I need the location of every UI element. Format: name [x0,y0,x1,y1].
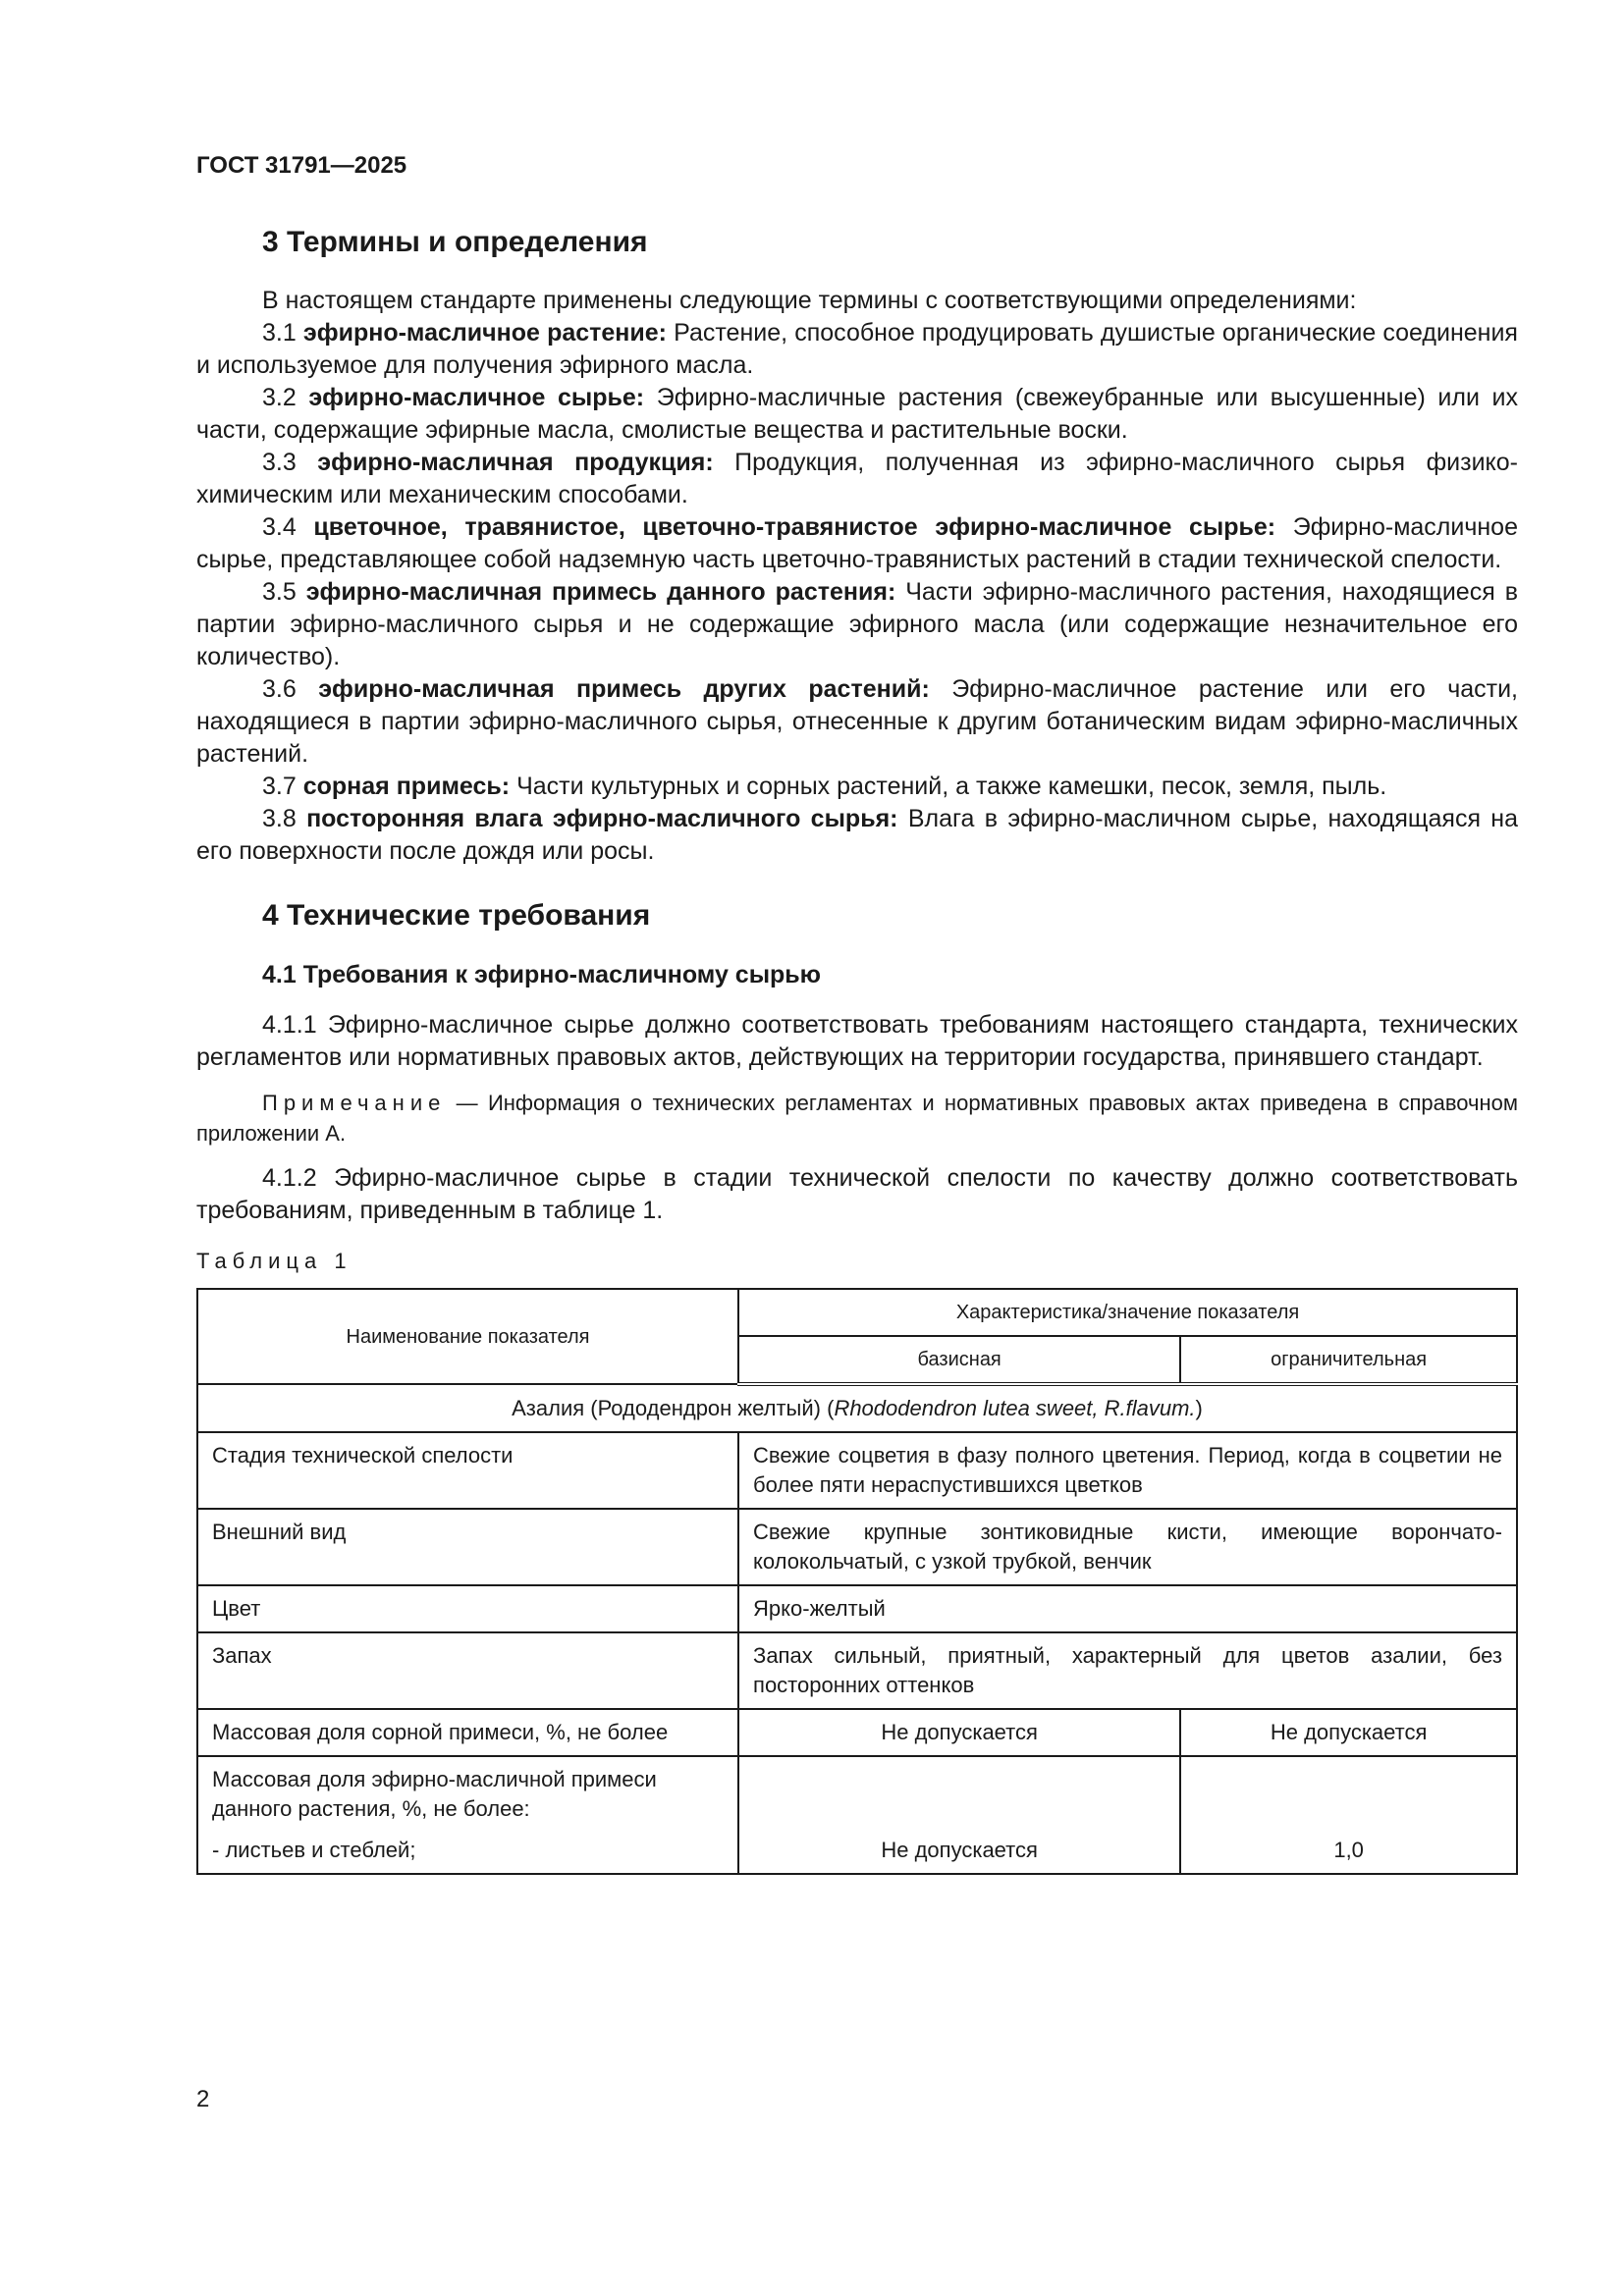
term-name: цветочное, травянистое, цветочно-травянистое эфирно-масличное сырье: [313,513,1276,541]
table-section-row: Азалия (Рододендрон желтый) (Rhododendron lutea sweet, R.flavum.) [197,1384,1517,1432]
table-title: Таблица 1 [196,1249,352,1273]
page-number: 2 [196,2086,210,2112]
term-definition: 3.2 эфирно-масличное сырье: Эфирно-масличные растения (свежеубранные или высушенные) или их части, содержащие эфирные масла, смолистые вещества и растительные воски. [196,384,1518,444]
section-4-title: 4 Технические требования [262,899,651,932]
table-row [197,1756,1517,1874]
subsection-4-1-title: 4.1 Требования к эфирно-масличному сырью [262,961,822,988]
row-value: Свежие крупные зонтиковидные кисти, имеющие ворончато-колокольчатый, с узкой трубкой, венчик [738,1509,1517,1585]
paragraph-4-1-1: 4.1.1 Эфирно-масличное сырье должно соответствовать требованиям настоящего стандарта, технических регламентов или нормативных правовых актов, действующих на территории государства, принявшего стандарт. [196,1011,1518,1071]
table-row [197,1432,1517,1509]
row-value: Ярко-желтый [738,1585,1517,1632]
paragraph-4-1-2: 4.1.2 Эфирно-масличное сырье в стадии технической спелости по качеству должно соответствовать требованиям, приведенным в таблице 1. [196,1164,1518,1224]
header-basic: базисная [738,1336,1180,1384]
row-cell: Не допускается [1180,1709,1517,1756]
term-name: посторонняя влага эфирно-масличного сырья: [306,805,898,832]
table-row [197,1709,1517,1756]
row-value: Запах сильный, приятный, характерный для цветов азалии, без посторонних оттенков [738,1632,1517,1709]
header-name: Наименование показателя [197,1289,738,1384]
page-content [196,224,1518,1875]
table-row [197,1585,1517,1632]
note-text: — Информация о технических регламентах и нормативных правовых актах приведена в справочном приложении А. [196,1091,1518,1146]
term-definition: 3.6 эфирно-масличная примесь других растений: Эфирно-масличное растение или его части, находящиеся в партии эфирно-масличного сырья, отнесенные к другим ботаническим видам эфирно-масличных растений. [196,675,1518,768]
term-name: эфирно-масличная продукция: [317,449,714,476]
row-cell: Не допускается [738,1709,1180,1756]
term-name: эфирно-масличное сырье: [308,384,645,411]
note [196,1088,1518,1148]
row-cell: Массовая доля сорной примеси, %, не более [197,1709,738,1756]
row-value: Свежие соцветия в фазу полного цветения. Период, когда в соцветии не более пяти нераспустившихся цветков [738,1432,1517,1509]
section-3-intro: В настоящем стандарте применены следующие термины с соответствующими определениями: [262,287,1357,314]
term-name: сорная примесь: [302,773,511,800]
section-3-title: 3 Термины и определения [262,226,648,258]
term-definition: 3.8 посторонняя влага эфирно-масличного сырья: Влага в эфирно-масличном сырье, находящаяся на его поверхности после дождя или росы. [196,805,1518,865]
term-definition: 3.4 цветочное, травянистое, цветочно-травянистое эфирно-масличное сырье: Эфирно-масличное сырье, представляющее собой надземную часть цветочно-травянистых растений в стадии технической спелости. [196,513,1518,573]
table-row [197,1509,1517,1585]
term-definition: 3.1 эфирно-масличное растение: Растение, способное продуцировать душистые органические соединения и используемое для получения эфирного масла. [196,319,1518,379]
note-label: Примечание [262,1091,447,1115]
row-name: Внешний вид [197,1509,738,1585]
document-header: ГОСТ 31791—2025 [196,152,407,179]
latin-name: Rhododendron lutea sweet, R.flavum. [834,1396,1196,1420]
term-name: эфирно-масличное растение: [302,319,667,347]
table-row [197,1632,1517,1709]
term-definition: 3.3 эфирно-масличная продукция: Продукция, полученная из эфирно-масличного сырья физико-химическим или механическим способами. [196,449,1518,508]
term-definition: 3.5 эфирно-масличная примесь данного растения: Части эфирно-масличного растения, находящиеся в партии эфирно-масличного сырья и не содержащие эфирного масла (или содержащие незначительное его количество). [196,578,1518,670]
term-name: эфирно-масличная примесь других растений: [318,675,930,703]
term-name: эфирно-масличная примесь данного растения: [305,578,896,606]
row-name: Запах [197,1632,738,1709]
requirements-table [196,1288,1518,1875]
terms-list [196,317,1518,868]
term-definition: 3.7 сорная примесь: Части культурных и сорных растений, а также камешки, песок, земля, пыль. [262,773,1387,800]
row-name: Стадия технической спелости [197,1432,738,1509]
row-cell: Не допускается [738,1756,1180,1874]
header-limit: ограничительная [1180,1336,1517,1384]
row-cell: 1,0 [1180,1756,1517,1874]
header-group: Характеристика/значение показателя [738,1289,1517,1336]
row-name: Цвет [197,1585,738,1632]
row-name: Массовая доля эфирно-масличной примеси данного растения, %, не более: - листьев и стеблей; [197,1756,738,1874]
